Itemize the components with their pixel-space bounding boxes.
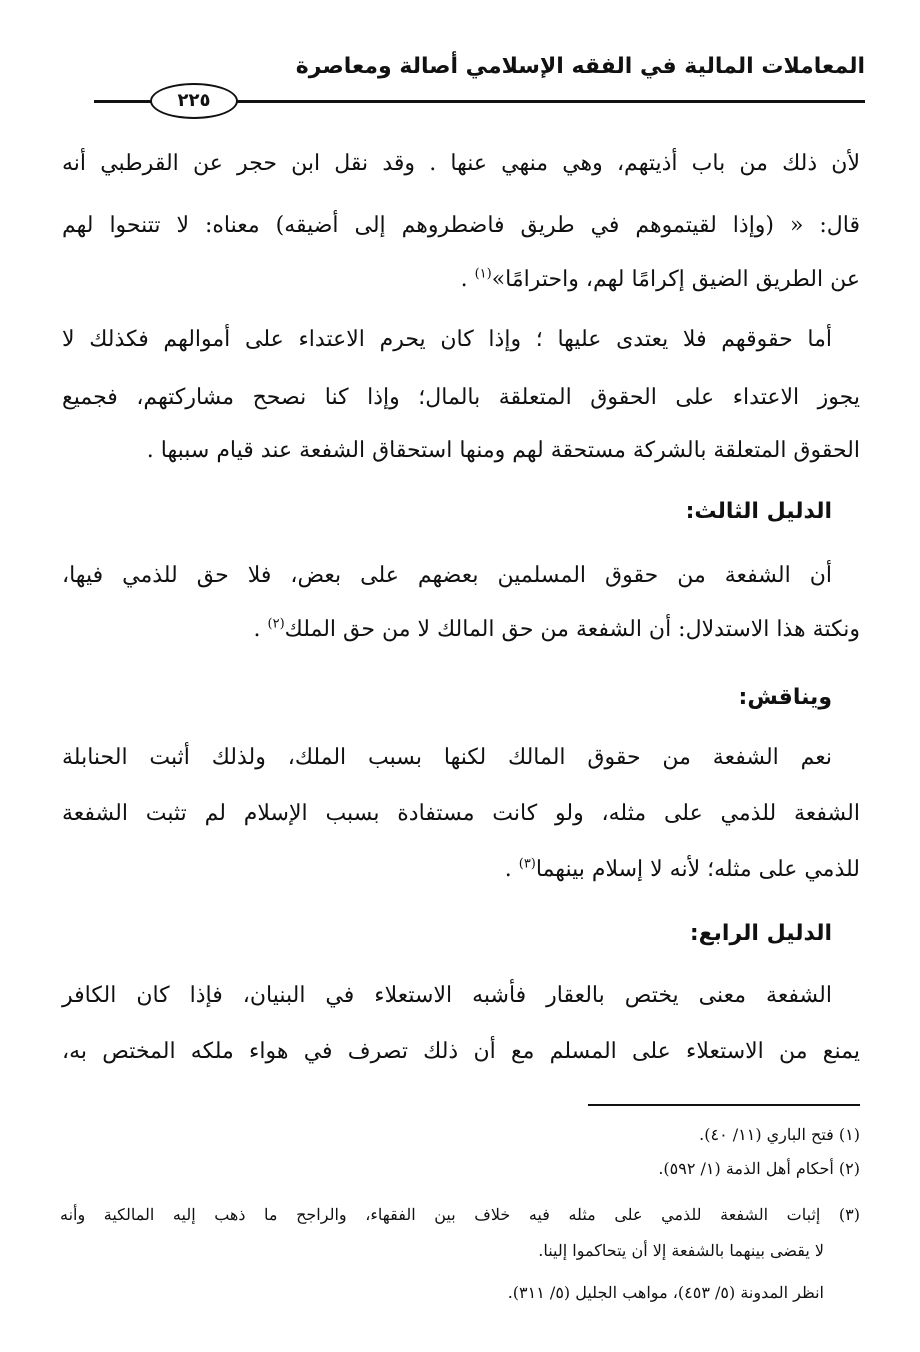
body-line-8 — [62, 616, 860, 644]
body-line-3 — [62, 266, 860, 294]
body-line-11-text: للذمي على مثله؛ لأنه لا إسلام بينهما — [535, 857, 860, 882]
body-line-4: أما حقوقهم فلا يعتدى عليها ؛ وإذا كان يحرم الاعتداء على أموالهم فكذلك لا — [62, 327, 832, 352]
footnote-1: (١) فتح الباري (١١/ ٤٠). — [699, 1125, 860, 1144]
body-line-9: نعم الشفعة من حقوق المالك لكنها بسبب الملك، ولذلك أثبت الحنابلة — [62, 745, 832, 770]
footnote-ref-1: (١) — [474, 266, 492, 282]
footnote-3-line-3: انظر المدونة (٥/ ٤٥٣)، مواهب الجليل (٥/ ٣١١). — [507, 1283, 824, 1302]
body-line-7: أن الشفعة من حقوق المسلمين بعضهم على بعض، فلا حق للذمي فيها، — [62, 563, 832, 588]
body-line-2: قال: « (وإذا لقيتموهم في طريق فاضطروهم إلى أضيقه) معناه: لا تتنحوا لهم — [62, 213, 860, 238]
body-line-12: الشفعة معنى يختص بالعقار فأشبه الاستعلاء في البنيان، فإذا كان الكافر — [62, 983, 832, 1008]
page-number-badge: ٢٢٥ — [150, 83, 238, 119]
body-line-5: يجوز الاعتداء على الحقوق المتعلقة بالمال؛ وإذا كنا نصحح مشاركتهم، فجميع — [62, 385, 860, 410]
body-line-8-end: . — [253, 617, 268, 642]
body-line-11-end: . — [504, 857, 519, 882]
body-line-1: لأن ذلك من باب أذيتهم، وهي منهي عنها . وقد نقل ابن حجر عن القرطبي أنه — [62, 151, 860, 176]
running-header-title: المعاملات المالية في الفقه الإسلامي أصالة ومعاصرة — [295, 54, 865, 79]
footnote-3-line-2: لا يقضى بينهما بالشفعة إلا أن يتحاكموا إلينا. — [538, 1241, 824, 1260]
heading-fourth-evidence: الدليل الرابع: — [689, 921, 832, 946]
footnote-3-line-1: (٣) إثبات الشفعة للذمي على مثله فيه خلاف بين الفقهاء، والراجح ما ذهب إليه المالكية وأنه — [60, 1205, 860, 1224]
body-line-6: الحقوق المتعلقة بالشركة مستحقة لهم ومنها استحقاق الشفعة عند قيام سببها . — [146, 438, 860, 463]
footnote-separator — [588, 1104, 860, 1106]
body-line-3-text: عن الطريق الضيق إكرامًا لهم، واحترامًا» — [491, 267, 860, 292]
footnote-ref-2: (٢) — [267, 616, 285, 632]
body-line-13: يمنع من الاستعلاء على المسلم مع أن ذلك تصرف في هواء ملكه المختص به، — [62, 1039, 860, 1064]
footnote-ref-3: (٣) — [518, 856, 536, 872]
body-line-8-text: ونكتة هذا الاستدلال: أن الشفعة من حق المالك لا من حق الملك — [284, 617, 860, 642]
footnote-2: (٢) أحكام أهل الذمة (١/ ٥٩٢). — [658, 1159, 860, 1178]
heading-third-evidence: الدليل الثالث: — [685, 499, 832, 524]
body-line-11 — [62, 856, 860, 884]
body-line-10: الشفعة للذمي على مثله، ولو كانت مستفادة بسبب الإسلام لم تثبت الشفعة — [62, 801, 860, 826]
body-line-3-end: . — [460, 267, 475, 292]
heading-discussion: ويناقش: — [738, 685, 832, 710]
